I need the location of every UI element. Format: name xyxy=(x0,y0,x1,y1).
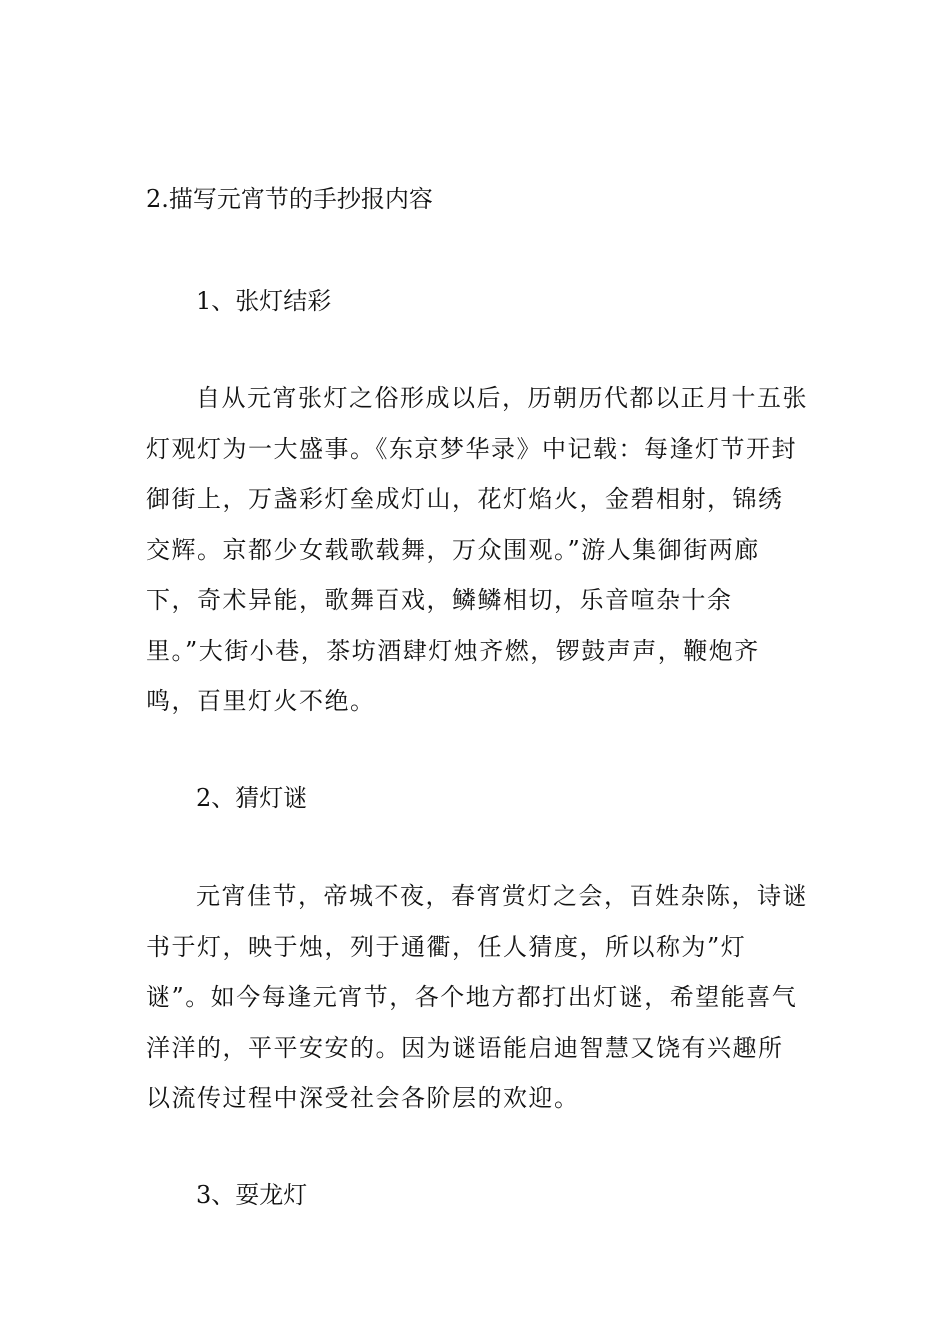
section-heading-3: 3、耍龙灯 xyxy=(196,1181,308,1209)
page-title: 2.描写元宵节的手抄报内容 xyxy=(146,185,433,213)
section-heading-2: 2、猜灯谜 xyxy=(196,784,308,812)
section-body-2: 元宵佳节，帝城不夜，春宵赏灯之会，百姓杂陈，诗谜书于灯，映于烛，列于通衢，任人猜度，所以称为”灯谜”。如今每逢元宵节，各个地方都打出灯谜，希望能喜气洋洋的，平平安安的。因为谜语能启迪智慧又饶有兴趣所以流传过程中深受社会各阶层的欢迎。 xyxy=(146,882,808,1112)
section-body-1: 自从元宵张灯之俗形成以后，历朝历代都以正月十五张灯观灯为一大盛事。《东京梦华录》中记载：每逢灯节开封御街上，万盏彩灯垒成灯山，花灯焰火，金碧相射，锦绣交辉。京都少女载歌载舞，万众围观。”游人集御街两廊下，奇术异能，歌舞百戏，鳞鳞相切，乐音喧杂十余里。”大街小巷，茶坊酒肆灯烛齐燃，锣鼓声声，鞭炮齐鸣，百里灯火不绝。 xyxy=(146,384,808,715)
section-heading-1: 1、张灯结彩 xyxy=(196,287,332,315)
